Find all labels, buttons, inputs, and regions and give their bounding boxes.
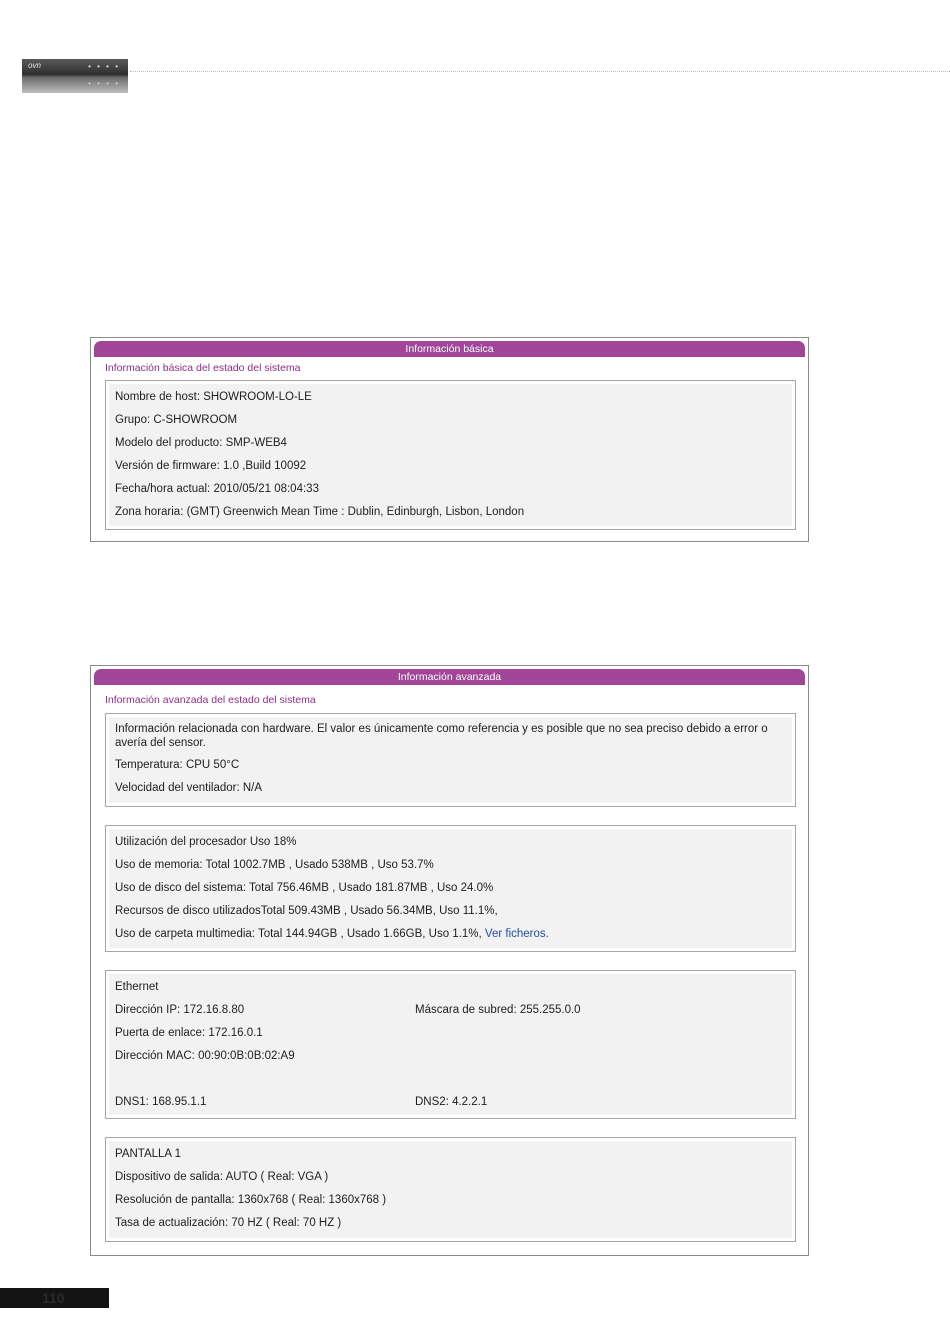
brand-text: ovn [28,61,41,70]
advanced-info-subtitle: Información avanzada del estado del sistema [105,694,316,706]
view-files-link[interactable]: Ver ficheros. [484,928,549,940]
group-row: Grupo: C-SHOWROOM [115,414,238,426]
page-number-bar [0,1288,109,1308]
media-folder-usage-row [115,923,786,946]
firmware-version-row: Versión de firmware: 1.0 ,Build 10092 [115,460,307,472]
blank-row [115,1068,786,1091]
ethernet-title: Ethernet [115,981,159,993]
hostname-row: Nombre de host: SHOWROOM-LO-LE [115,391,312,403]
cpu-usage-row: Utilización del procesador Uso 18% [115,836,297,848]
basic-info-box [105,380,796,530]
display-box [105,1137,796,1242]
temperature-row: Temperatura: CPU 50°C [115,759,240,771]
page-number: 110 [42,1290,65,1306]
basic-info-panel [90,337,809,542]
disk-resources-row: Recursos de disco utilizadosTotal 509.43MB , Usado 56.34MB, Uso 11.1%, [115,905,498,917]
screen-resolution-row: Resolución de pantalla: 1360x768 ( Real: 1360x768 ) [115,1194,387,1206]
subnet-mask: Máscara de subred: 255.255.0.0 [415,1004,581,1016]
advanced-info-title: Información avanzada [94,669,805,685]
timezone-row: Zona horaria: (GMT) Greenwich Mean Time : Dublin, Edinburgh, Lisbon, London [115,506,525,518]
header-dotted-line [130,71,950,72]
current-datetime-row: Fecha/hora actual: 2010/05/21 08:04:33 [115,483,319,495]
dns1: DNS1: 168.95.1.1 [115,1096,207,1108]
refresh-rate-row: Tasa de actualización: 70 HZ ( Real: 70 HZ ) [115,1217,342,1229]
gateway-row: Puerta de enlace: 172.16.0.1 [115,1027,263,1039]
header-logo [22,59,128,93]
header-dots: • • • • [88,62,120,71]
header-dots-reflection: • • • • [88,79,120,88]
hardware-note: Información relacionada con hardware. El valor es únicamente como referencia y es posible que no sea preciso debido a error o avería del sensor. [115,723,768,749]
ip-address: Dirección IP: 172.16.8.80 [115,1004,245,1016]
usage-box [105,825,796,952]
fan-speed-row: Velocidad del ventilador: N/A [115,782,263,794]
advanced-info-panel [90,665,809,1256]
mac-address-row: Dirección MAC: 00:90:0B:0B:02:A9 [115,1050,295,1062]
basic-info-title: Información básica [94,341,805,357]
hardware-box [105,713,796,807]
output-device-row: Dispositivo de salida: AUTO ( Real: VGA ) [115,1171,329,1183]
basic-info-subtitle: Información básica del estado del sistema [105,362,301,374]
product-model-row: Modelo del producto: SMP-WEB4 [115,437,287,449]
memory-usage-row: Uso de memoria: Total 1002.7MB , Usado 538MB , Uso 53.7% [115,859,434,871]
system-disk-usage-row: Uso de disco del sistema: Total 756.46MB , Usado 181.87MB , Uso 24.0% [115,882,494,894]
media-folder-usage-text: Uso de carpeta multimedia: Total 144.94GB , Usado 1.66GB, Uso 1.1%, [115,928,482,940]
ip-mask-row [115,999,786,1022]
display-title: PANTALLA 1 [115,1148,182,1160]
ethernet-box [105,970,796,1119]
dns2: DNS2: 4.2.2.1 [415,1096,488,1108]
dns-row [115,1091,786,1114]
